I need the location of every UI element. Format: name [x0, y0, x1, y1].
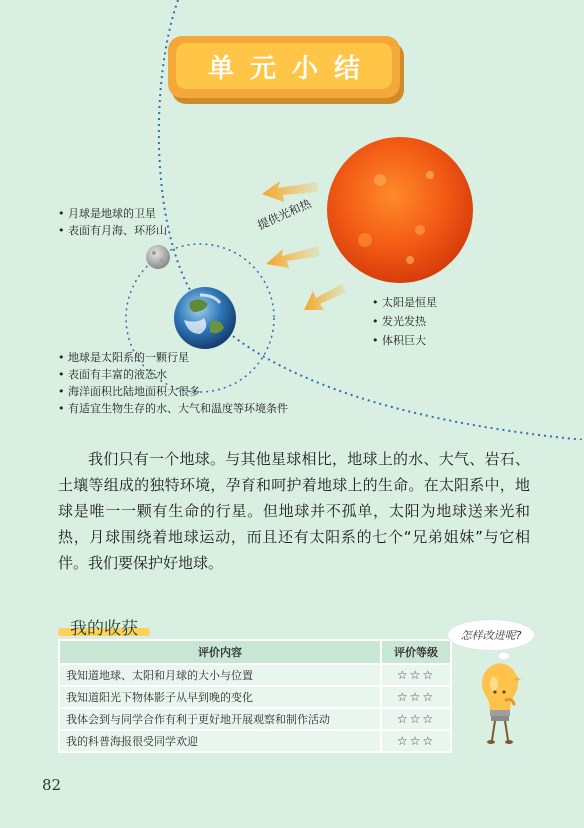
- fact-item: • 月球是地球的卫星: [58, 205, 167, 222]
- banner-title: 单元小结: [176, 43, 392, 89]
- table-row: [59, 664, 451, 686]
- row-rating: ☆☆☆: [381, 686, 451, 708]
- header-rating: 评价等级: [381, 640, 451, 664]
- evaluation-table: [58, 639, 452, 753]
- table-row: [59, 708, 451, 730]
- thought-bubble: 怎样改进呢?: [448, 620, 534, 650]
- earth-illustration: [174, 287, 236, 349]
- svg-text:+: +: [514, 675, 522, 685]
- moon-facts: [58, 205, 167, 239]
- fact-item: • 地球是太阳系的一颗行星: [58, 349, 288, 366]
- harvest-title: 我的收获: [70, 619, 138, 639]
- fact-item: • 发光发热: [372, 312, 437, 331]
- page-number: 82: [42, 776, 62, 794]
- row-content: 我知道地球、太阳和月球的大小与位置: [59, 664, 381, 686]
- lightbulb-character-icon: [470, 648, 580, 758]
- row-rating: ☆☆☆: [381, 708, 451, 730]
- unit-summary-banner: [168, 36, 400, 98]
- fact-item: • 太阳是恒星: [372, 293, 437, 312]
- table-row: [59, 730, 451, 752]
- row-rating: ☆☆☆: [381, 664, 451, 686]
- fact-item: • 表面有月海、环形山: [58, 222, 167, 239]
- row-content: 我知道阳光下物体影子从早到晚的变化: [59, 686, 381, 708]
- sun-facts: [372, 293, 437, 350]
- fact-item: • 体积巨大: [372, 331, 437, 350]
- sun-illustration: [327, 137, 473, 283]
- fact-item: • 有适宜生物生存的水、大气和温度等环境条件: [58, 400, 288, 417]
- summary-paragraph: 我们只有一个地球。与其他星球相比，地球上的水、大气、岩石、土壤等组成的独特环境，孕育和呵护着地球上的生命。在太阳系中，地球是唯一一颗有生命的行星。但地球并不孤单，太阳为地球送来光和热，月球围绕着地球运动，而且还有太阳系的七个“兄弟姐妹”与它相伴。我们要保护好地球。: [58, 450, 530, 572]
- earth-facts: [58, 349, 288, 417]
- header-content: 评价内容: [59, 640, 381, 664]
- row-content: 我的科普海报很受同学欢迎: [59, 730, 381, 752]
- row-rating: ☆☆☆: [381, 730, 451, 752]
- table-header-row: [59, 640, 451, 664]
- fact-item: • 海洋面积比陆地面积大很多: [58, 383, 288, 400]
- fact-item: • 表面有丰富的液态水: [58, 366, 288, 383]
- table-row: [59, 686, 451, 708]
- moon-illustration: [146, 245, 170, 269]
- row-content: 我体会到与同学合作有利于更好地开展观察和制作活动: [59, 708, 381, 730]
- heat-label: 提供光和热: [255, 196, 314, 233]
